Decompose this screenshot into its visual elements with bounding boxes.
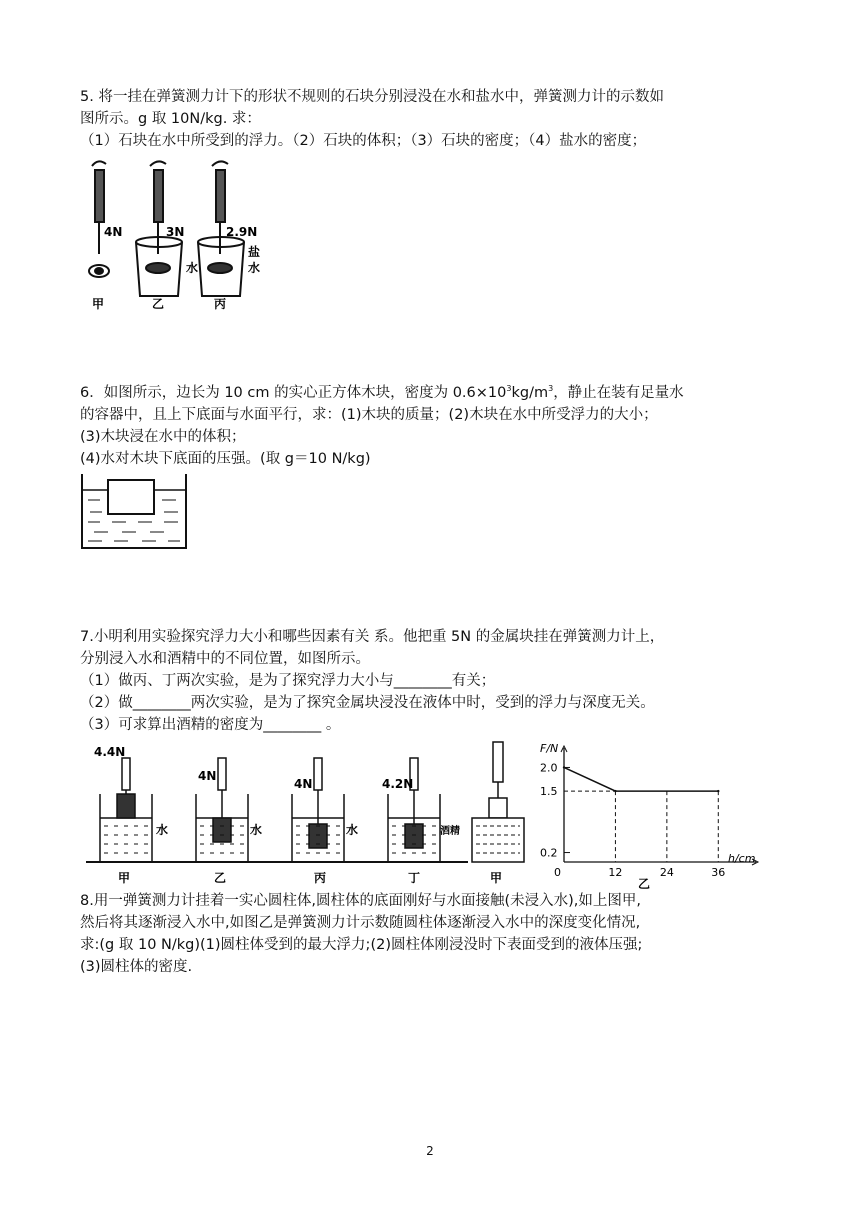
q7-reading-2: 4N	[198, 769, 217, 783]
chart-ylabel: F/N	[540, 742, 559, 755]
spring-scale	[314, 758, 322, 790]
q7-figure	[86, 738, 546, 888]
q5-reading-2: 3N	[166, 225, 185, 239]
y-tick-label: 0.2	[540, 846, 558, 860]
beaker	[472, 818, 524, 862]
x-tick-label: 0	[554, 866, 561, 879]
q7-line-5: （3）可求算出酒精的密度为________ 。	[80, 717, 341, 733]
data-point	[614, 790, 616, 792]
question-6	[80, 378, 780, 470]
q5-line-2: 图所示。g 取 10N/kg. 求：	[80, 111, 261, 127]
q7-line-1: 7.小明利用实验探究浮力大小和哪些因素有关 系。他把重 5N 的金属块挂在弹簧测力计上，	[80, 629, 665, 645]
q5-caption-2: 乙	[152, 297, 165, 311]
spring-scale	[122, 758, 130, 790]
q5-salt-label-1: 盐	[248, 245, 261, 259]
q7-alcohol-label: 酒精	[440, 826, 460, 837]
chart-xlabel: h/cm	[728, 852, 756, 865]
q6-line-4: (4)水对木块下底面的压强。(取 g＝10 N/kg)	[80, 450, 371, 467]
metal-block	[213, 818, 231, 842]
q7-water-label-3: 水	[346, 823, 359, 837]
metal-block	[117, 794, 135, 818]
y-tick-label: 2.0	[540, 761, 558, 775]
x-tick-label: 24	[659, 866, 674, 879]
q8-line-4: (3)圆柱体的密度.	[80, 959, 193, 975]
q5-line-1: 5. 将一挂在弹簧测力计下的形状不规则的石块分别浸没在水和盐水中，弹簧测力计的示数如	[80, 89, 664, 105]
q7-line-2: 分别浸入水和酒精中的不同位置，如图所示。	[80, 651, 370, 667]
question-8	[80, 890, 780, 978]
q7-caption-3: 丙	[314, 871, 327, 885]
force-depth-chart	[530, 738, 780, 894]
cylinder	[489, 798, 507, 818]
data-point	[563, 766, 565, 768]
q5-caption-1: 甲	[92, 297, 105, 311]
wood-block	[108, 480, 154, 514]
q5-reading-1: 4N	[104, 225, 123, 239]
spring-scale	[493, 742, 503, 782]
q7-water-label-1: 水	[156, 823, 169, 837]
q6-line-1: 6．如图所示，边长为 10 cm 的实心正方体木块，密度为 $0.6\times 10^3kg/m^3$，静止在装有足量水	[80, 384, 684, 401]
chart-caption: 乙	[638, 877, 651, 891]
question-5	[80, 86, 780, 152]
q7-line-4: （2）做________两次实验，是为了探究金属块浸没在液体中时，受到的浮力与深度无关。	[80, 695, 655, 711]
q7-reading-4: 4.2N	[382, 777, 414, 791]
scale-jia	[89, 161, 109, 277]
q7-caption-2: 乙	[214, 871, 227, 885]
q8-line-2: 然后将其逐渐浸入水中,如图乙是弹簧测力计示数随圆柱体逐渐浸入水中的深度变化情况,	[80, 915, 641, 931]
q7-caption-4: 丁	[408, 871, 421, 885]
data-point	[717, 790, 719, 792]
q5-figure	[80, 156, 280, 316]
x-tick-label: 36	[711, 866, 726, 879]
q5-water-label: 水	[186, 261, 199, 275]
q5-line-3: （1）石块在水中所受到的浮力。（2）石块的体积；（3）石块的密度；（4）盐水的密度；	[80, 133, 647, 149]
q7-caption-1: 甲	[118, 871, 131, 885]
q8-line-3: 求:(g 取 10 N/kg)(1)圆柱体受到的最大浮力;(2)圆柱体刚浸没时下表面受到的液体压强;	[80, 937, 643, 953]
q6-line-3: (3)木块浸在水中的体积；	[80, 428, 246, 445]
q5-salt-label-2: 水	[248, 261, 261, 275]
question-7	[80, 626, 780, 736]
y-tick-label: 1.5	[540, 785, 558, 799]
q7-water-label-2: 水	[250, 823, 263, 837]
q6-container-figure	[80, 470, 190, 552]
series-line	[564, 767, 718, 791]
page-number: 2	[426, 1144, 434, 1158]
spring-scale	[218, 758, 226, 790]
q8-line-1: 8.用一弹簧测力计挂着一实心圆柱体,圆柱体的底面刚好与水面接触(未浸入水),如上图甲,	[80, 893, 641, 909]
q7-reading-1: 4.4N	[94, 745, 126, 759]
q5-caption-3: 丙	[214, 297, 227, 311]
q5-reading-3: 2.9N	[226, 225, 258, 239]
q7-reading-3: 4N	[294, 777, 313, 791]
q6-line-2: 的容器中，且上下底面与水面平行，求：(1)木块的质量；(2)木块在水中所受浮力的大小；	[80, 406, 658, 423]
q7-line-3: （1）做丙、丁两次实验，是为了探究浮力大小与________有关；	[80, 673, 496, 689]
q7-caption-5: 甲	[490, 871, 503, 885]
x-tick-label: 12	[608, 866, 623, 879]
